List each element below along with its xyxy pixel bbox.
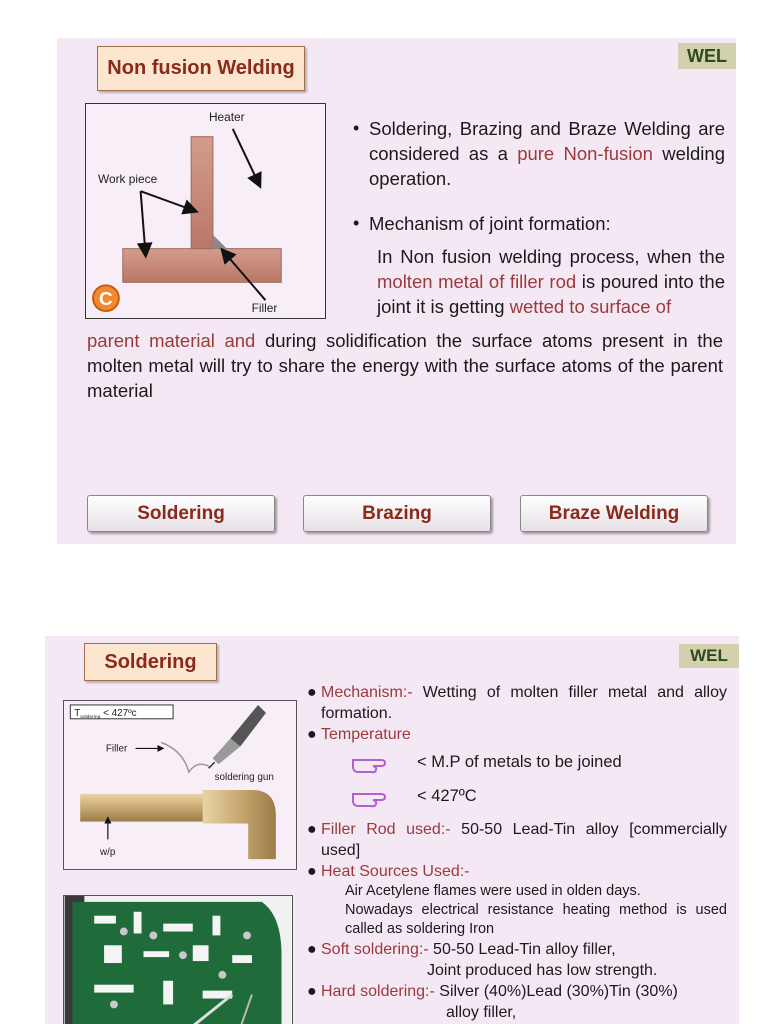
bullet-dot: ● bbox=[307, 726, 317, 743]
bullet-hard-soldering: ● Hard soldering:- Silver (40%)Lead (30%)Tin (30%) bbox=[307, 983, 678, 1000]
bullet-dot: ● bbox=[307, 863, 317, 880]
braze-welding-button[interactable]: Braze Welding bbox=[520, 495, 708, 532]
wel-badge: WEL bbox=[678, 43, 736, 69]
filler-bead bbox=[213, 235, 227, 249]
pointing-hand-icon bbox=[351, 750, 401, 774]
filler-wire bbox=[161, 743, 208, 773]
bullet-dot: • bbox=[353, 213, 360, 233]
bullet-non-fusion: • Soldering, Brazing and Braze Welding are considered as a pure Non-fusion welding operation. bbox=[353, 118, 725, 189]
filler-label: Filler bbox=[105, 743, 128, 755]
highlight-molten-metal: molten metal of filler rod bbox=[377, 271, 577, 292]
circuit-board-image bbox=[64, 896, 292, 1024]
soldering-gun-label: soldering gun bbox=[214, 772, 274, 784]
soldering-diagram bbox=[63, 700, 297, 870]
highlight-pure-non-fusion: pure Non-fusion bbox=[517, 143, 653, 164]
bullet-mechanism: ● Mechanism:- Wetting of molten filler metal and alloy formation. bbox=[307, 684, 727, 722]
pointing-hand-icon bbox=[351, 784, 401, 808]
hard-soldering-note: alloy filler, bbox=[446, 1004, 517, 1021]
circuit-board-photo bbox=[63, 895, 293, 1024]
heat-source-line-1: Air Acetylene flames were used in olden days. bbox=[345, 883, 641, 899]
t-joint-diagram bbox=[85, 103, 326, 319]
temperature-item-1: < M.P of metals to be joined bbox=[307, 745, 727, 779]
t-joint-illustration bbox=[86, 104, 325, 318]
slide1-body bbox=[347, 116, 725, 319]
bullet-dot: ● bbox=[307, 983, 317, 1000]
highlight-parent-material: parent material and bbox=[87, 330, 256, 351]
highlight-wetted: wetted to surface of bbox=[509, 296, 672, 317]
vertical-plate bbox=[191, 137, 213, 249]
bullet-dot: ● bbox=[307, 821, 317, 838]
bullet-dot: ● bbox=[307, 684, 317, 701]
mechanism-heading: Mechanism of joint formation: bbox=[369, 213, 611, 234]
soldering-gun-icon bbox=[209, 705, 266, 768]
brazing-button[interactable]: Brazing bbox=[303, 495, 491, 532]
temperature-item-2: < 427ºC bbox=[307, 779, 727, 813]
filler-label: Filler bbox=[251, 301, 278, 316]
logo-letter: C bbox=[98, 288, 113, 310]
svg-text:Tsoldering < 427ºc: $T_{soldering}$ < 427ºc bbox=[74, 707, 137, 720]
workpiece-label: w/p bbox=[99, 847, 116, 859]
slide2-body bbox=[307, 682, 727, 1023]
heater-label: Heater bbox=[208, 109, 245, 124]
bullet-dot: • bbox=[353, 118, 360, 138]
bullet-temperature: ● Temperature bbox=[307, 726, 411, 743]
mechanism-continuation: parent material and during solidification the surface atoms present in the molten metal will try to share the energy with the surface atoms of the parent material bbox=[87, 330, 723, 401]
bullet-mechanism bbox=[347, 211, 725, 236]
mechanism-body: In Non fusion welding process, when the molten metal of filler rod is poured into the joint it is getting wetted to surface of bbox=[377, 246, 725, 317]
bullet-soft-soldering: ● Soft soldering:- 50-50 Lead-Tin alloy filler, bbox=[307, 941, 616, 958]
slide-non-fusion-welding bbox=[57, 38, 736, 544]
slide-title: Non fusion Welding bbox=[97, 46, 305, 91]
bullet-heat-sources: ● Heat Sources Used:- bbox=[307, 863, 470, 880]
soldering-button[interactable]: Soldering bbox=[87, 495, 275, 532]
slide-title: Soldering bbox=[84, 643, 217, 681]
soldering-illustration bbox=[64, 701, 296, 869]
slide-soldering bbox=[45, 636, 739, 1024]
workpiece-label: Work piece bbox=[98, 172, 158, 187]
soft-soldering-note: Joint produced has low strength. bbox=[427, 962, 658, 979]
heat-source-line-2: Nowadays electrical resistance heating method is used called as soldering Iron bbox=[345, 902, 727, 937]
bullet-filler-rod: ● Filler Rod used:- 50-50 Lead-Tin alloy [commercially used] bbox=[307, 821, 728, 859]
elbow-fitting bbox=[203, 790, 276, 859]
bullet-dot: ● bbox=[307, 941, 317, 958]
wel-badge: WEL bbox=[679, 644, 739, 668]
base-plate bbox=[123, 249, 282, 283]
